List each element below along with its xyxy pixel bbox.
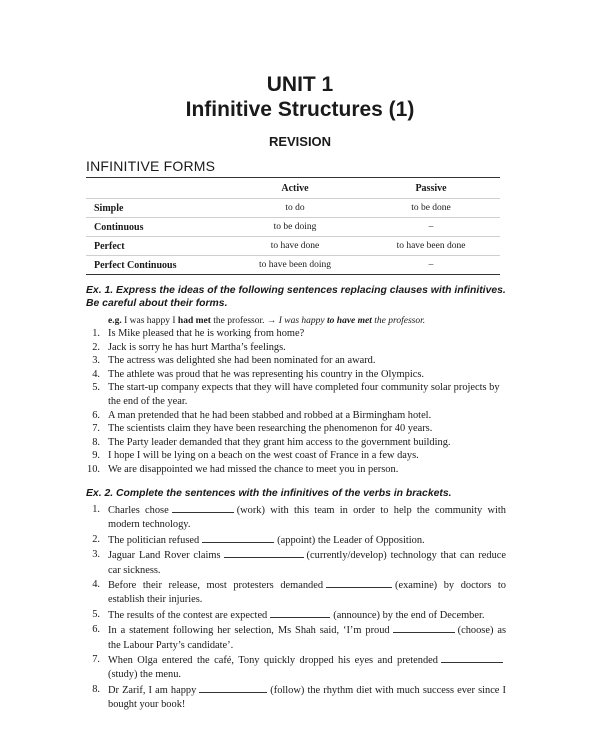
item-number: 7. bbox=[92, 654, 100, 666]
table-row bbox=[86, 199, 500, 218]
answer-blank[interactable] bbox=[199, 683, 267, 693]
item-text-after: (currently/develop) technology that can reduce car sickness. bbox=[108, 550, 507, 576]
ex2-heading: Ex. 2. Complete the sentences with the infinitives of the verbs in brackets. bbox=[86, 488, 452, 499]
cell-passive: – bbox=[428, 260, 434, 270]
item-text-before: In a statement following her selection, Ms Shah said, ‘I’m proud bbox=[108, 625, 390, 637]
item-number: 1. bbox=[92, 328, 100, 339]
item-number: 3. bbox=[92, 549, 100, 561]
ex2-item bbox=[86, 653, 506, 683]
ex1-list bbox=[86, 327, 506, 477]
example-part: I was happy I bbox=[124, 316, 176, 326]
example-bold: had met bbox=[177, 316, 211, 326]
ex2-item bbox=[86, 533, 506, 548]
cell-passive: – bbox=[428, 222, 434, 232]
item-number: 4. bbox=[92, 579, 100, 591]
ex1-item bbox=[86, 409, 506, 423]
cell-active: to do bbox=[285, 203, 305, 213]
unit-subtitle: Infinitive Structures (1) bbox=[185, 98, 415, 121]
header-active: Active bbox=[281, 183, 309, 194]
item-number: 10. bbox=[87, 463, 100, 475]
row-label: Perfect bbox=[94, 241, 125, 252]
answer-blank[interactable] bbox=[202, 533, 274, 543]
item-number: 8. bbox=[92, 436, 100, 448]
row-label: Perfect Continuous bbox=[94, 260, 177, 271]
item-text-after: (work) with this team in order to help the community with modern technology. bbox=[108, 505, 506, 531]
item-text: A man pretended that he had been stabbed and robbed at a Birmingham hotel. bbox=[108, 409, 432, 421]
item-number: 6. bbox=[92, 409, 100, 421]
ex1-item bbox=[86, 341, 506, 355]
item-text: I hope I will be lying on a beach on the west coast of France in a few days. bbox=[108, 450, 419, 462]
ex1-item bbox=[86, 354, 506, 368]
ex1-item bbox=[86, 368, 506, 382]
item-text: The start-up company expects that they will have completed four community solar projects by the end of the year. bbox=[108, 382, 500, 407]
ex2-item bbox=[86, 503, 506, 533]
table-row bbox=[86, 256, 500, 275]
answer-blank[interactable] bbox=[393, 623, 455, 633]
item-number: 8. bbox=[92, 683, 100, 695]
item-text-after: (study) the menu. bbox=[108, 669, 182, 681]
row-label: Continuous bbox=[94, 222, 144, 233]
item-number: 6. bbox=[92, 624, 100, 636]
item-text: Jack is sorry he has hurt Martha’s feelings. bbox=[108, 341, 286, 353]
ex1-item bbox=[86, 327, 506, 341]
item-number: 1. bbox=[92, 504, 100, 515]
item-text: The actress was delighted she had been nominated for an award. bbox=[108, 355, 376, 367]
item-text-before: Dr Zarif, I am happy bbox=[108, 684, 197, 696]
ex1-item bbox=[86, 381, 506, 408]
table-row bbox=[86, 237, 500, 256]
ex1-item bbox=[86, 463, 506, 477]
ex1-item bbox=[86, 449, 506, 463]
ex2-item bbox=[86, 608, 506, 623]
answer-blank[interactable] bbox=[326, 578, 392, 588]
table-header-row bbox=[86, 178, 500, 199]
item-text: We are disappointed we had missed the chance to meet you in person. bbox=[108, 463, 399, 475]
header-passive: Passive bbox=[415, 183, 447, 194]
item-text: The athlete was proud that he was representing his country in the Olympics. bbox=[108, 368, 424, 380]
item-number: 2. bbox=[92, 533, 100, 545]
ex1-heading bbox=[86, 284, 506, 310]
item-text-before: Jaguar Land Rover claims bbox=[108, 550, 221, 562]
row-label: Simple bbox=[94, 203, 124, 214]
ex2-item bbox=[86, 578, 506, 608]
ex1-item bbox=[86, 422, 506, 436]
infinitive-forms-table bbox=[86, 177, 500, 275]
item-text: The Party leader demanded that they grant him access to the government building. bbox=[108, 436, 451, 448]
ex2-item bbox=[86, 548, 506, 578]
item-text-after: (announce) by the end of December. bbox=[333, 609, 485, 621]
item-text-before: When Olga entered the café, Tony quickly dropped his eyes and pretended bbox=[108, 655, 438, 667]
forms-heading: INFINITIVE FORMS bbox=[86, 158, 216, 174]
item-text-after: (examine) by doctors to establish their injuries. bbox=[108, 580, 506, 606]
answer-blank[interactable] bbox=[224, 548, 304, 558]
ex2-item bbox=[86, 623, 506, 653]
item-text-before: The results of the contest are expected bbox=[108, 609, 268, 621]
cell-passive: to be done bbox=[411, 203, 451, 213]
item-number: 7. bbox=[92, 423, 100, 435]
cell-active: to be doing bbox=[273, 222, 317, 232]
item-number: 4. bbox=[92, 368, 100, 380]
answer-blank[interactable] bbox=[441, 653, 503, 663]
ex1-heading-line-2: Be careful about their forms. bbox=[86, 298, 228, 309]
ex1-example bbox=[108, 316, 425, 326]
answer-blank[interactable] bbox=[270, 608, 330, 618]
table-row bbox=[86, 218, 500, 237]
example-italic: the professor. bbox=[374, 316, 426, 326]
item-text-before: Before their release, most protesters demanded bbox=[108, 580, 324, 592]
item-number: 9. bbox=[92, 450, 100, 462]
ex1-heading-line-1: Ex. 1. Express the ideas of the following sentences replacing clauses with infinitives. bbox=[86, 285, 506, 296]
section-label: REVISION bbox=[268, 134, 332, 149]
example-bold-italic: to have met bbox=[327, 316, 372, 326]
answer-blank[interactable] bbox=[172, 503, 234, 513]
ex2-list bbox=[86, 503, 506, 713]
cell-active: to have been doing bbox=[258, 260, 332, 270]
item-number: 2. bbox=[92, 341, 100, 353]
cell-active: to have done bbox=[270, 241, 320, 251]
item-text-after: (follow) the rhythm diet with much success ever since I bought your book! bbox=[108, 684, 506, 711]
item-text-after: (appoint) the Leader of Opposition. bbox=[277, 534, 425, 546]
item-text-before: The politician refused bbox=[108, 534, 200, 546]
item-text-before: Charles chose bbox=[108, 505, 169, 516]
item-number: 5. bbox=[92, 382, 100, 394]
item-text: Is Mike pleased that he is working from home? bbox=[108, 328, 305, 339]
item-number: 3. bbox=[92, 355, 100, 367]
example-italic: I was happy bbox=[278, 316, 325, 326]
item-text: The scientists claim they have been researching the phenomenon for 40 years. bbox=[108, 423, 433, 435]
cell-passive: to have been done bbox=[396, 241, 466, 251]
ex2-item bbox=[86, 683, 506, 713]
item-number: 5. bbox=[92, 608, 100, 620]
example-part: the professor. → bbox=[213, 316, 277, 326]
unit-title: UNIT 1 bbox=[266, 73, 334, 96]
example-eg: e.g. bbox=[108, 316, 122, 326]
item-text-after: (choose) as the Labour Party’s candidate’. bbox=[108, 625, 506, 651]
ex1-item bbox=[86, 436, 506, 450]
